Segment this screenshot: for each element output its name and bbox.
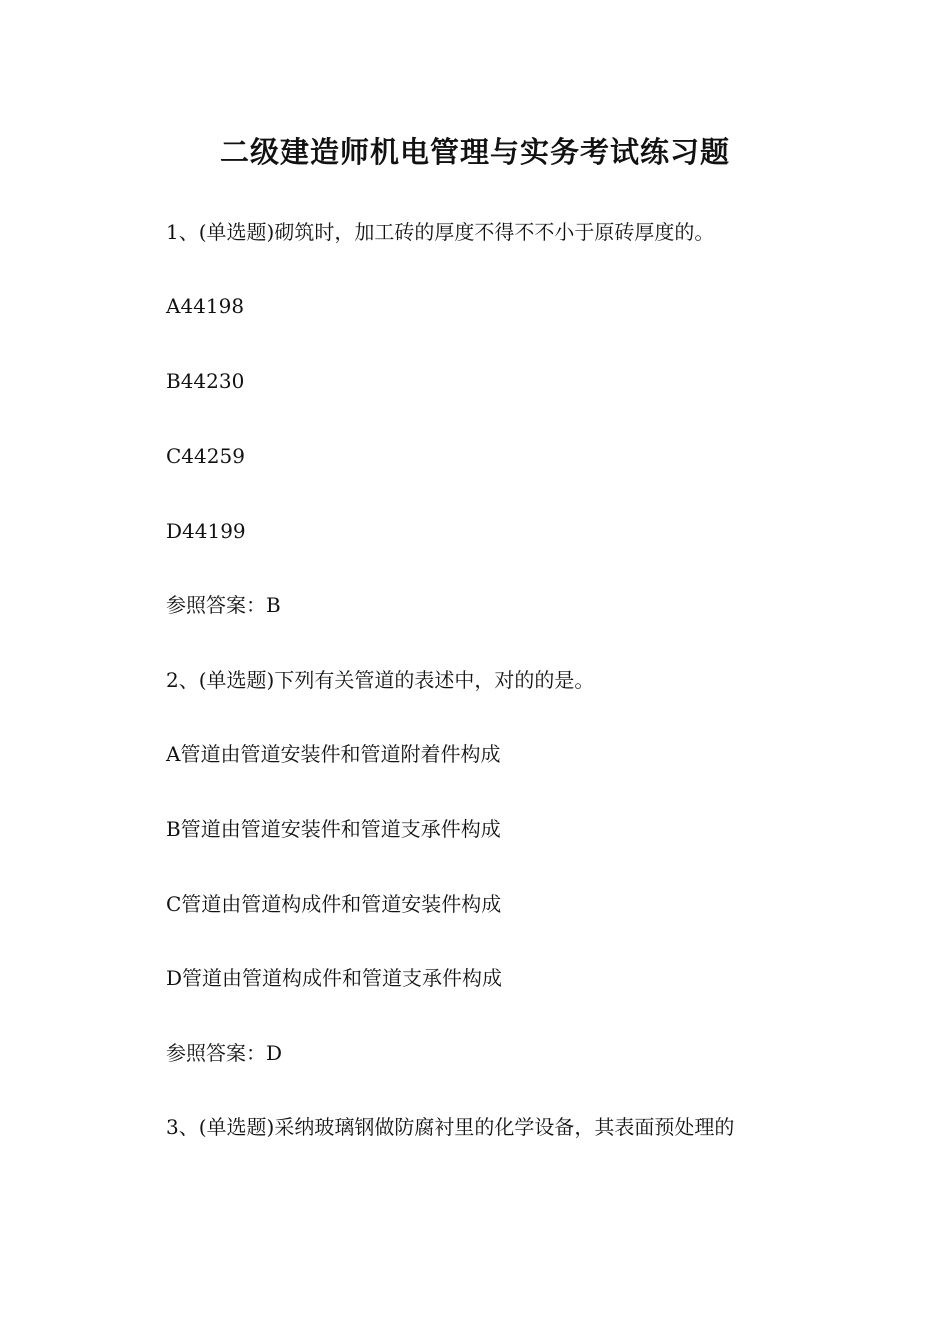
question-2-option-b: B管道由管道安装件和管道支承件构成 xyxy=(166,817,501,841)
question-2-option-a: A管道由管道安装件和管道附着件构成 xyxy=(166,742,501,766)
question-1-option-a: A44198 xyxy=(166,294,245,318)
question-1-option-d: D44199 xyxy=(166,519,246,543)
question-2-stem: 2、(单选题)下列有关管道的表述中，对的的是。 xyxy=(166,668,595,692)
question-1-stem: 1、(单选题)砌筑时，加工砖的厚度不得不不小于原砖厚度的。 xyxy=(166,220,715,244)
question-2-option-c: C管道由管道构成件和管道安装件构成 xyxy=(166,892,502,916)
question-2-option-d: D管道由管道构成件和管道支承件构成 xyxy=(166,966,503,990)
question-1-option-b: B44230 xyxy=(166,369,245,393)
question-1-option-c: C44259 xyxy=(166,444,245,468)
question-1-answer: 参照答案：B xyxy=(166,593,281,617)
document-title: 二级建造师机电管理与实务考试练习题 xyxy=(219,135,730,169)
question-2-answer: 参照答案：D xyxy=(166,1041,283,1065)
question-3-stem: 3、(单选题)采纳玻璃钢做防腐衬里的化学设备，其表面预处理的 xyxy=(166,1115,735,1139)
